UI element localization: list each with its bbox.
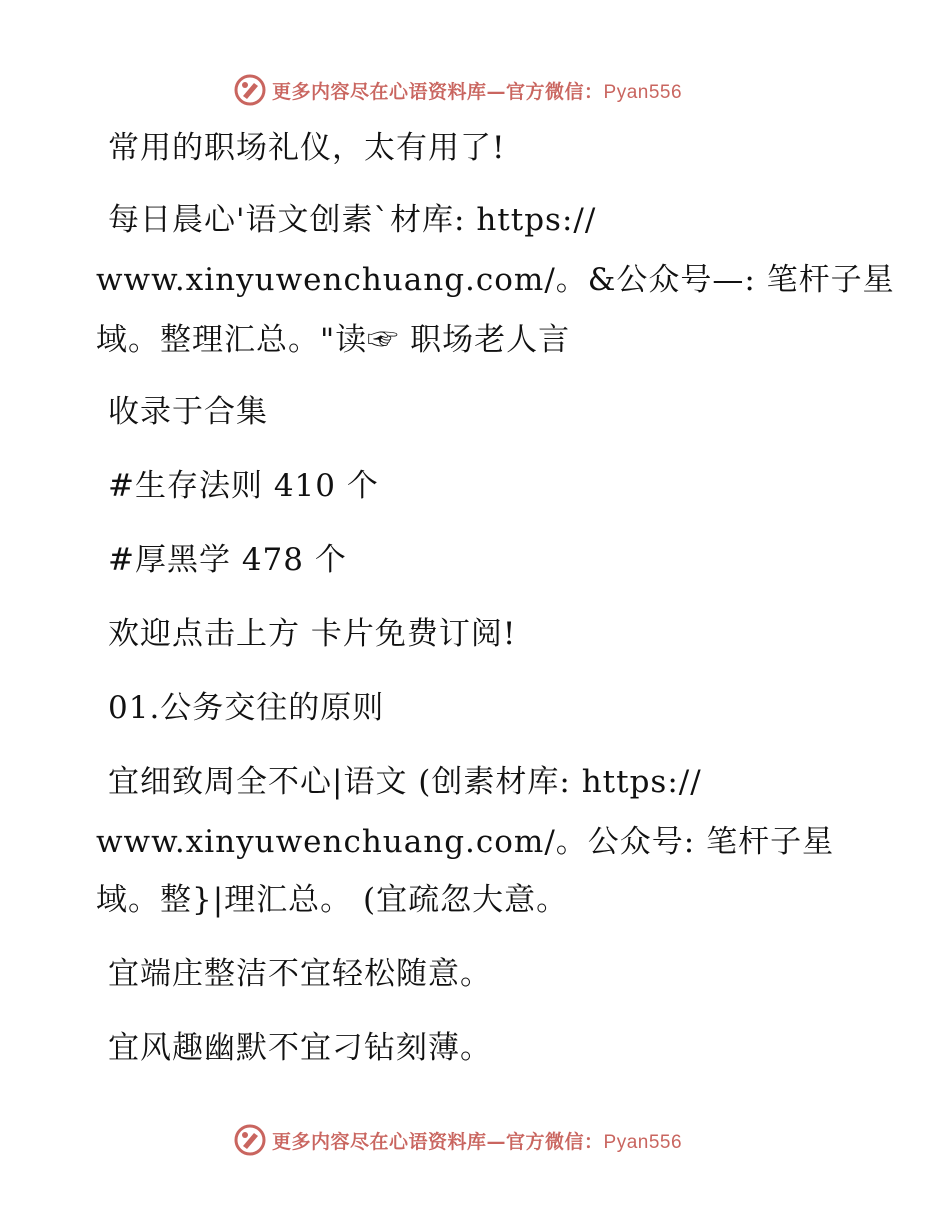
text-line: 欢迎点击上方 卡片免费订阅! — [108, 616, 517, 652]
text-line: 01.公务交往的原则 — [108, 690, 385, 726]
text-line: 域。整}|理汇总。 (宜疏忽大意。 — [96, 882, 569, 918]
text-line: 收录于合集 — [108, 394, 268, 430]
text-line: 宜细致周全不心|语文 (创素材库: https:// — [108, 764, 702, 800]
red-circle-logo-icon — [234, 1124, 266, 1156]
text-line: #生存法则 410 个 — [108, 468, 379, 504]
text-line: 常用的职场礼仪，太有用了! — [108, 130, 506, 166]
watermark-text: 更多内容尽在心语资料库—官方微信：Pyan556 — [272, 1130, 683, 1153]
footer-watermark — [234, 1122, 682, 1158]
text-line: 宜风趣幽默不宜刁钻刻薄。 — [108, 1030, 492, 1066]
watermark-text: 更多内容尽在心语资料库—官方微信：Pyan556 — [272, 80, 683, 103]
text-line: 域。整理汇总。"读☞ 职场老人言 — [96, 322, 571, 358]
text-line: 每日晨心'语文创素`材库: https:// — [108, 202, 597, 238]
text-line: www.xinyuwenchuang.com/。公众号: 笔杆子星 — [96, 824, 835, 860]
text-line: 宜端庄整洁不宜轻松随意。 — [108, 956, 492, 992]
text-line: www.xinyuwenchuang.com/。&公众号—: 笔杆子星 — [96, 262, 895, 298]
text-line: #厚黑学 478 个 — [108, 542, 347, 578]
red-circle-logo-icon — [234, 74, 266, 106]
header-watermark — [234, 72, 682, 108]
